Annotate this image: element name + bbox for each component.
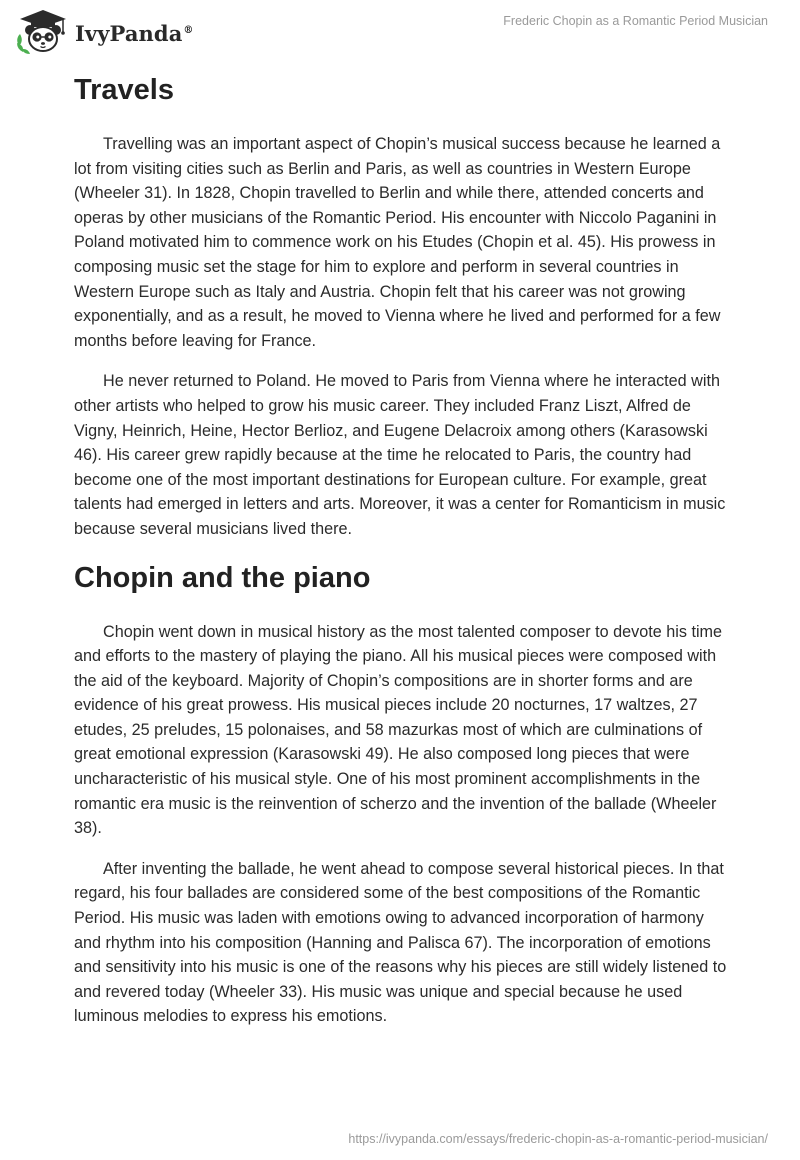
- paragraph: Travelling was an important aspect of Chopin’s musical success because he learned a lot from visiting cities such as Berlin and Paris, as well as countries in Western Europe (Wheeler 31). In 1828, Chopin travelled to Berlin and while there, attended concerts and operas by other musicians of the Romantic Period. His encounter with Niccolo Paganini in Poland motivated him to commence work on his Etudes (Chopin et al. 45). His prowess in composing music set the stage for him to explore and perform in several countries in Western Europe such as Italy and Austria. Chopin felt that his career was not growing exponentially, and as a result, he moved to Vienna where he lived and performed for a few months before leaving for France.: [74, 135, 721, 350]
- section-heading-travels: Travels: [74, 74, 174, 106]
- source-url-link[interactable]: https://ivypanda.com/essays/frederic-chopin-as-a-romantic-period-musician/: [348, 1132, 768, 1146]
- logo-wordmark: IvyPanda®: [75, 20, 194, 46]
- paragraph: After inventing the ballade, he went ahead to compose several historical pieces. In that regard, his four ballades are considered some of the best compositions of the Romantic Period. His music was laden with emotions owing to advanced incorporation of harmony and rhythm into his composition (Hanning and Palisca 67). The incorporation of emotions and sensitivity into his music is one of the reasons why his pieces are still widely listened to and revered today (Wheeler 33). His music was unique and special because he used luminous melodies to express his emotions.: [74, 859, 727, 1026]
- paragraph: He never returned to Poland. He moved to Paris from Vienna where he interacted with other artists who helped to grow his music career. They included Franz Liszt, Alfred de Vigny, Heinrich, Heine, Hector Berlioz, and Eugene Delacroix among others (Karasowski 46). His career grew rapidly because at the time he relocated to Paris, the country had become one of the most important destinations for European culture. For example, great talents had emerged in letters and arts. Moreover, it was a center for Romanticism in music because several musicians lived there.: [74, 372, 726, 538]
- paragraph: Chopin went down in musical history as the most talented composer to devote his time and efforts to the mastery of playing the piano. All his musical pieces were composed with the aid of the keyboard. Majority of Chopin’s compositions are in shorter forms and are evidence of his great prowess. His musical pieces include 20 nocturnes, 17 waltzes, 27 etudes, 25 preludes, 15 polonaises, and 58 mazurkas most of which are culminations of great emotional expression (Karasowski 49). He also composed long pieces that were uncharacteristic of his musical style. One of his most prominent accomplishments in the romantic era music is the reinvention of scherzo and the invention of the ballade (Wheeler 38).: [74, 622, 723, 838]
- registered-mark: ®: [183, 24, 194, 36]
- article-content: [74, 70, 734, 1045]
- document-title: Frederic Chopin as a Romantic Period Musician: [503, 14, 768, 28]
- section-heading-chopin-and-the-piano: Chopin and the piano: [74, 561, 371, 594]
- page-header: [0, 0, 800, 60]
- panda-graduate-icon: [14, 8, 72, 56]
- ivypanda-logo[interactable]: [14, 8, 194, 56]
